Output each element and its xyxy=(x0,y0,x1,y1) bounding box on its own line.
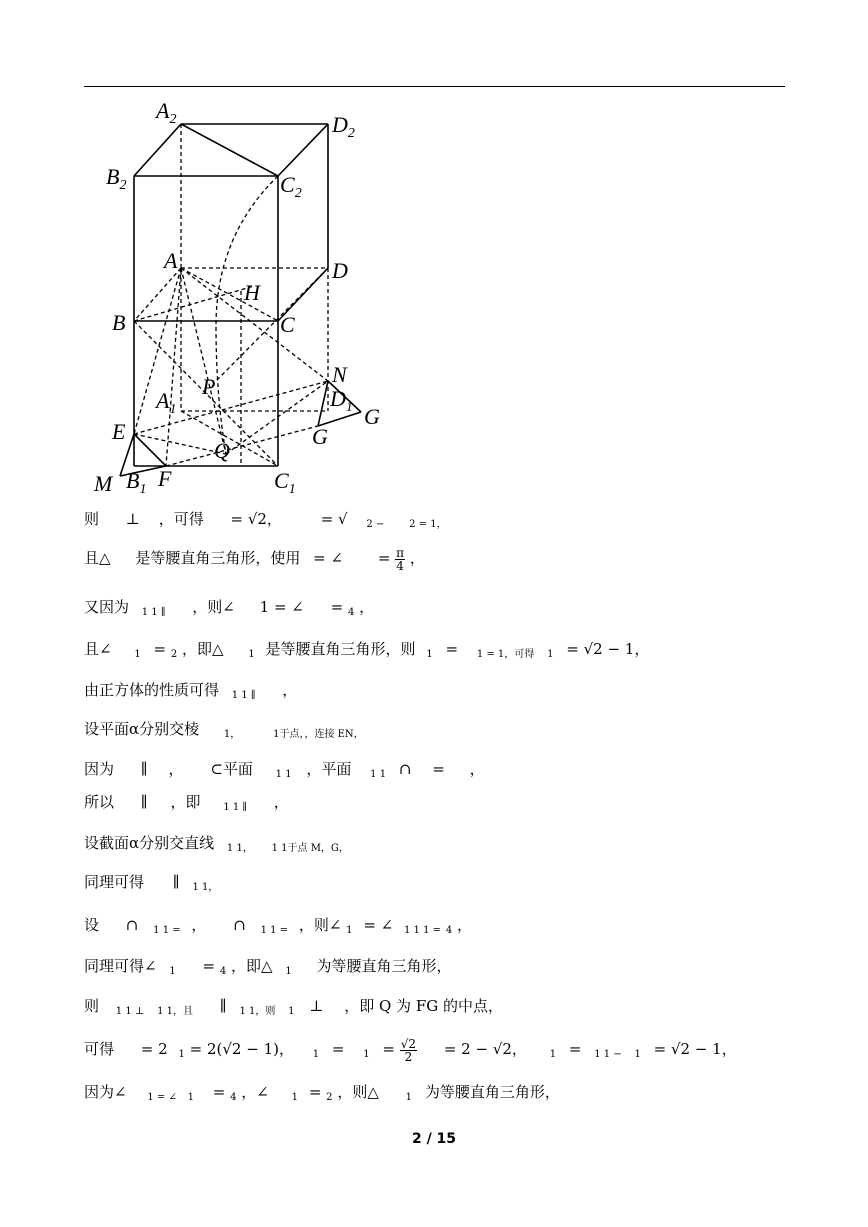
svg-text:G: G xyxy=(364,404,380,429)
text-line-10: 同理可得 ∥ 1 1， xyxy=(84,873,219,893)
text-line-3: 又因为 1 1 ∥ ，则∠ 1 = ∠ = 4 ， xyxy=(84,598,375,618)
svg-text:D: D xyxy=(332,258,348,283)
text-line-7: 因为 ∥ ， ⊂平面 1 1 ，平面 1 1 ∩ = ， xyxy=(84,760,485,780)
line-AF xyxy=(166,268,181,466)
svg-text:D2: $D_2$ xyxy=(332,112,355,141)
svg-text:B1: $B_1$ xyxy=(126,468,147,497)
svg-text:A: A xyxy=(164,248,178,273)
header-rule xyxy=(84,86,785,87)
text-line-2: 且△ 是等腰直角三角形，使用 = ∠ = $\frac{\pi}{4}$ ， xyxy=(84,545,425,573)
edge-C2D2 xyxy=(278,124,328,176)
text-line-15: 因为∠ 1 = ∠ 1 = 4 ，∠ 1 = 2 ，则△ 1 为等腰直角三角形， xyxy=(84,1083,560,1103)
text-line-12: 同理可得∠ 1 = 4 ，即△ 1 为等腰直角三角形， xyxy=(84,957,452,977)
svg-text:C: C xyxy=(280,312,295,337)
svg-text:E: E xyxy=(112,419,126,444)
svg-text:F: F xyxy=(158,466,172,491)
line-BH xyxy=(134,286,254,321)
text-line-13: 则 1 1 ⊥ 1 1，且 ∥ 1 1，则 1 ⊥ ，即 Q 为 FG 的中点， xyxy=(84,997,503,1017)
svg-text:N: N xyxy=(332,362,347,387)
svg-text:B: B xyxy=(112,310,126,335)
diag-AC xyxy=(181,268,278,321)
svg-text:M: M xyxy=(94,471,113,496)
svg-text:C1: $C_1$ xyxy=(274,468,296,497)
line-DP xyxy=(216,268,328,381)
page-number: 2 / 15 xyxy=(411,1131,457,1147)
svg-text:G: G xyxy=(312,424,328,449)
edge-AB xyxy=(134,268,181,321)
text-line-6: 设平面α分别交棱 1， 1于点，，连接 EN， xyxy=(84,720,364,740)
svg-text:B2: $B_2$ xyxy=(106,164,127,193)
diag-A2C2 xyxy=(181,124,278,176)
svg-text:C2: $C_2$ xyxy=(280,172,302,201)
text-line-14: 可得 = 2 1 = 2(√2 − 1)， 1 = 1 = $\frac{√2}{2}$ = 2 − √2， 1 = 1 1 − 1 = √2 − 1， xyxy=(84,1036,737,1064)
svg-text:A2: $A_2$ xyxy=(156,98,177,127)
edge-EF xyxy=(134,434,166,466)
svg-text:Q: Q xyxy=(214,438,230,463)
cuboid-figure xyxy=(96,96,396,496)
svg-text:D1: $D_1$ xyxy=(330,386,353,415)
text-line-1: 则 ⊥ ，可得 = √2， = √ 2 − 2 = 1， xyxy=(84,510,447,530)
text-line-8: 所以 ∥ ，即 1 1 ∥ ， xyxy=(84,793,289,813)
svg-text:P: P xyxy=(202,374,216,399)
text-line-5: 由正方体的性质可得 1 1 ∥ ， xyxy=(84,681,298,701)
line-EQ xyxy=(134,434,226,454)
text-line-4: 且∠ 1 = 2 ，即△ 1 是等腰直角三角形，则 1 = 1 = 1，可得 1 = √2 − 1， xyxy=(84,640,650,660)
svg-text:H: H xyxy=(244,280,260,305)
text-line-11: 设 ∩ 1 1 = ， ∩ 1 1 = ，则∠ 1 = ∠ 1 1 1 = 4 ， xyxy=(84,916,472,936)
svg-text:A1: $A_1$ xyxy=(156,388,177,417)
text-line-9: 设截面α分别交直线 1 1， 1 1于点 M，G， xyxy=(84,834,349,854)
edge-B2A2 xyxy=(134,124,181,176)
line-AQ xyxy=(181,268,226,454)
